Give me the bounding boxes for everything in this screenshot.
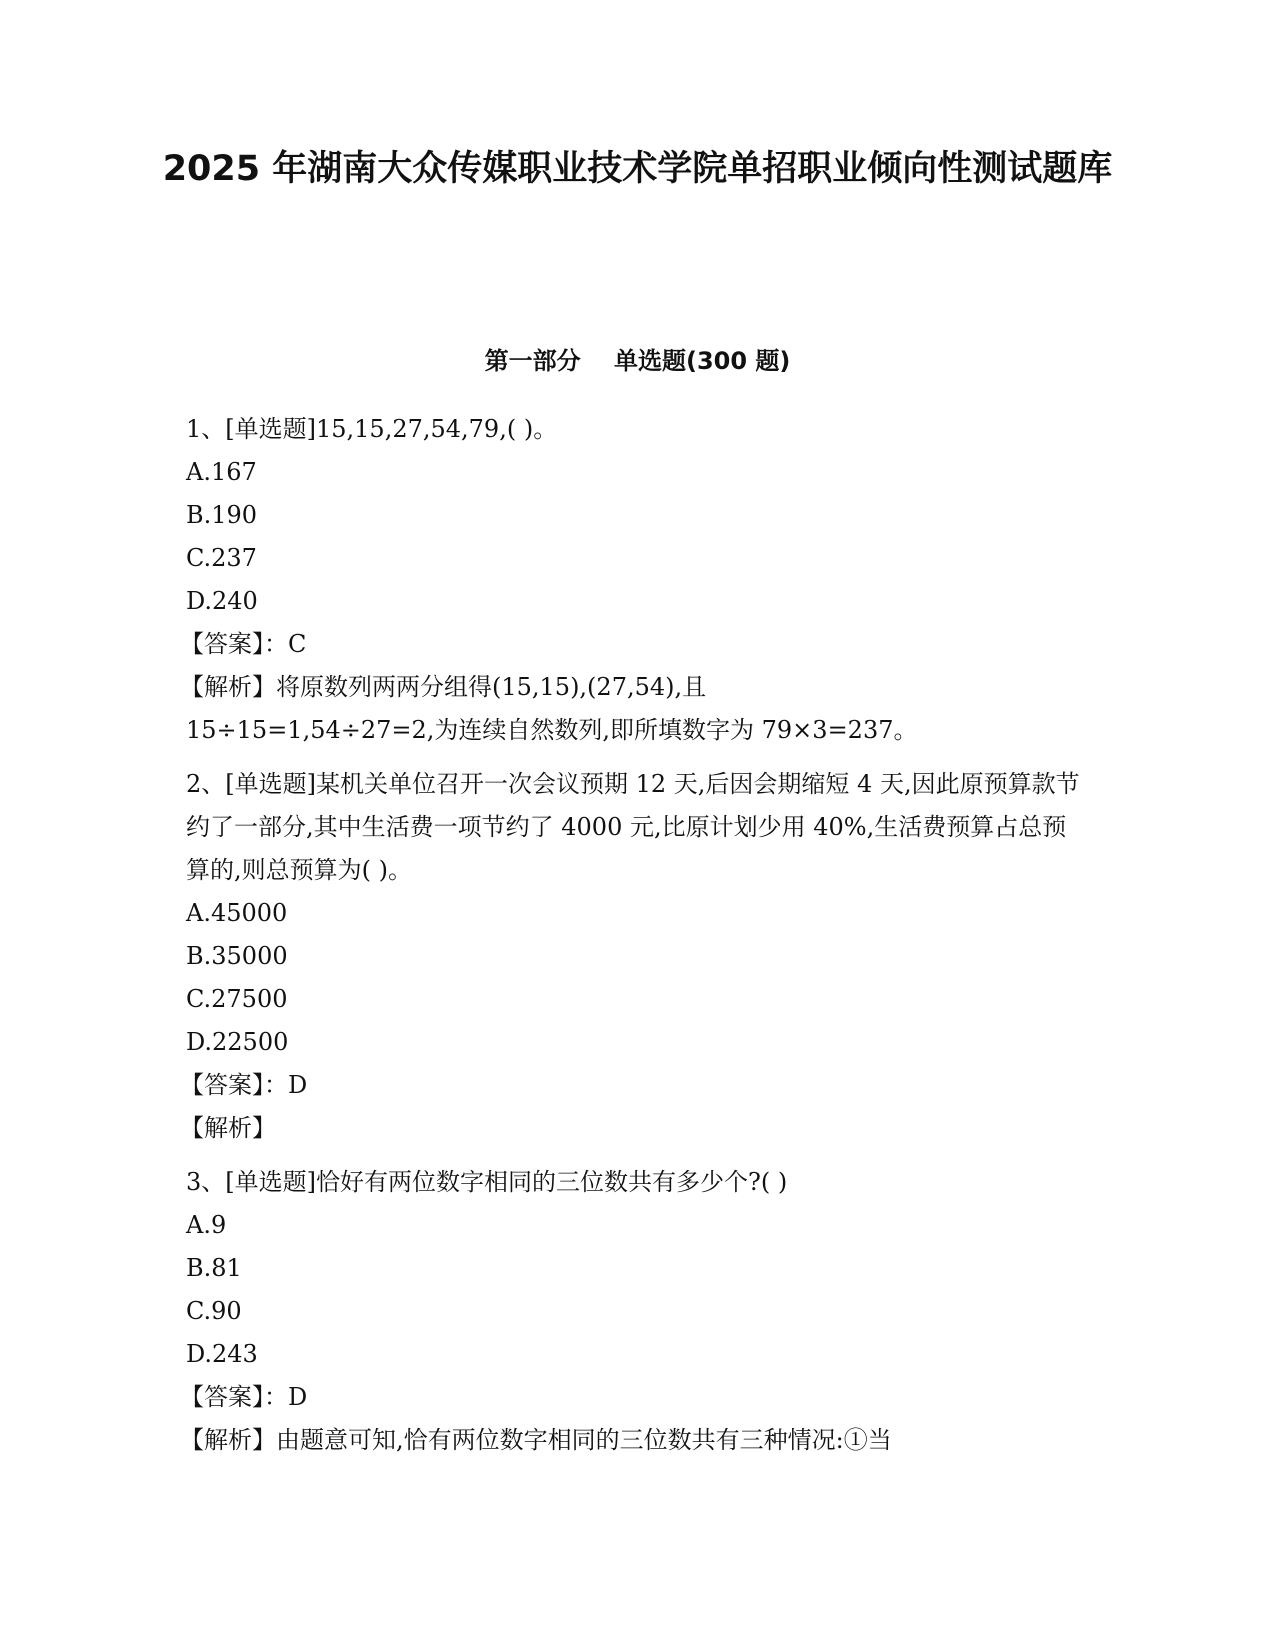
option-d: D.243 xyxy=(186,1340,258,1368)
option-c: C.27500 xyxy=(186,985,288,1013)
answer-value: ：D xyxy=(264,1383,308,1411)
question-stem: 3、[单选题]恰好有两位数字相同的三位数共有多少个?( ) xyxy=(186,1168,788,1196)
option-b: B.35000 xyxy=(186,942,288,970)
option-b: B.190 xyxy=(186,501,258,529)
option-list xyxy=(186,1204,1081,1376)
answer-line xyxy=(180,1376,1081,1419)
answer-label: 【答案】 xyxy=(180,630,264,658)
option-a: A.45000 xyxy=(186,899,288,927)
answer-label: 【答案】 xyxy=(180,1383,264,1411)
section-heading: 第一部分 单选题(300 题) xyxy=(484,347,791,375)
answer-line xyxy=(180,1064,1081,1107)
answer-value: ：D xyxy=(264,1071,308,1099)
answer-value: ：C xyxy=(264,630,307,658)
option-list xyxy=(186,892,1081,1064)
question-2 xyxy=(180,763,1081,1150)
question-list xyxy=(180,408,1081,1473)
option-b: B.81 xyxy=(186,1254,242,1282)
option-a: A.167 xyxy=(186,458,257,486)
analysis-line xyxy=(180,666,1081,752)
answer-label: 【答案】 xyxy=(180,1071,264,1099)
analysis-text: 将原数列两两分组得(15,15),(27,54),且 15÷15=1,54÷27=2,为连续自然数列,即所填数字为 79×3=237。 xyxy=(186,673,918,744)
option-d: D.240 xyxy=(186,587,258,615)
question-stem: 1、[单选题]15,15,27,54,79,( )。 xyxy=(186,415,558,443)
document-title: 2025 年湖南大众传媒职业技术学院单招职业倾向性测试题库 xyxy=(162,149,1113,189)
option-c: C.90 xyxy=(186,1297,242,1325)
analysis-line xyxy=(180,1107,1081,1150)
question-3 xyxy=(180,1161,1081,1462)
option-c: C.237 xyxy=(186,544,257,572)
option-d: D.22500 xyxy=(186,1028,289,1056)
analysis-label: 【解析】 xyxy=(180,673,276,701)
analysis-label: 【解析】 xyxy=(180,1426,276,1454)
option-list xyxy=(186,451,1081,623)
analysis-label: 【解析】 xyxy=(180,1114,276,1142)
option-a: A.9 xyxy=(186,1211,227,1239)
question-1 xyxy=(180,408,1081,752)
analysis-line xyxy=(180,1419,1081,1462)
answer-line xyxy=(180,623,1081,666)
question-stem: 2、[单选题]某机关单位召开一次会议预期 12 天,后因会期缩短 4 天,因此原预算款节约了一部分,其中生活费一项节约了 4000 元,比原计划少用 40%,生活费预算占总预算的,则总预算为( )。 xyxy=(186,770,1080,884)
analysis-text: 由题意可知,恰有两位数字相同的三位数共有三种情况:①当 xyxy=(276,1426,892,1454)
